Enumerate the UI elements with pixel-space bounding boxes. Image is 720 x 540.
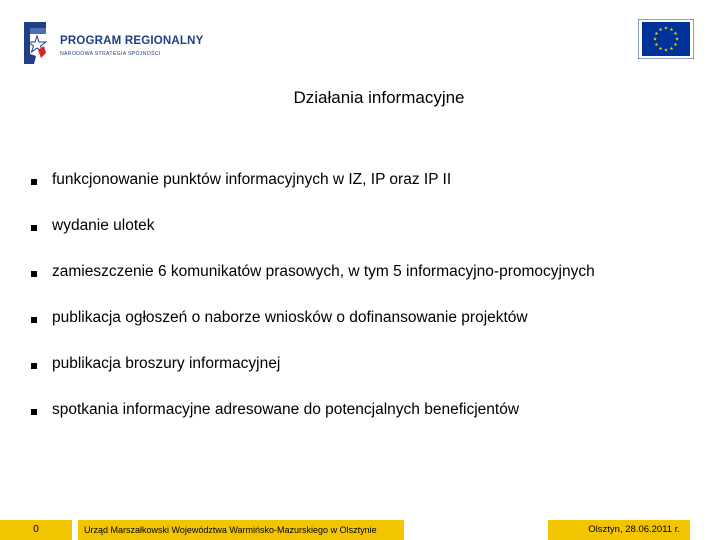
program-regionalny-logo	[22, 20, 204, 66]
bullet-marker-icon	[31, 179, 37, 185]
bullet-marker-icon	[31, 409, 37, 415]
bullet-marker-icon	[31, 363, 37, 369]
footer-institution: Urząd Marszałkowski Województwa Warmińsko-Mazurskiego w Olsztynie	[78, 520, 404, 540]
bullet-text: funkcjonowanie punktów informacyjnych w IZ, IP oraz IP II	[52, 171, 452, 188]
bullet-item	[30, 217, 595, 263]
bullet-marker-icon	[31, 271, 37, 277]
bullet-item	[30, 309, 595, 355]
bullet-text: spotkania informacyjne adresowane do potencjalnych beneficjentów	[52, 401, 520, 418]
bullet-item	[30, 171, 595, 217]
eu-flag-icon	[638, 19, 694, 59]
logo-title: PROGRAM REGIONALNY	[60, 35, 204, 47]
bullet-text: publikacja broszury informacyjnej	[52, 355, 281, 372]
bullet-item	[30, 355, 595, 401]
bullet-item	[30, 263, 595, 309]
regional-program-emblem-icon	[22, 20, 58, 66]
bullet-item	[30, 401, 595, 447]
bullet-text: wydanie ulotek	[52, 217, 155, 234]
slide-title: Działania informacyjne	[293, 88, 465, 107]
bullet-text: publikacja ogłoszeń o naborze wniosków o dofinansowanie projektów	[52, 309, 528, 326]
bullet-marker-icon	[31, 225, 37, 231]
footer-date: Olsztyn, 28.06.2011 r.	[548, 520, 690, 540]
bullet-text: zamieszczenie 6 komunikatów prasowych, w tym 5 informacyjno-promocyjnych	[52, 263, 595, 280]
logo-subtitle: NARODOWA STRATEGIA SPÓJNOŚCI	[60, 51, 161, 57]
page-number: 0	[0, 520, 72, 540]
bullet-marker-icon	[31, 317, 37, 323]
footer	[0, 520, 720, 540]
bullet-list	[30, 171, 595, 447]
